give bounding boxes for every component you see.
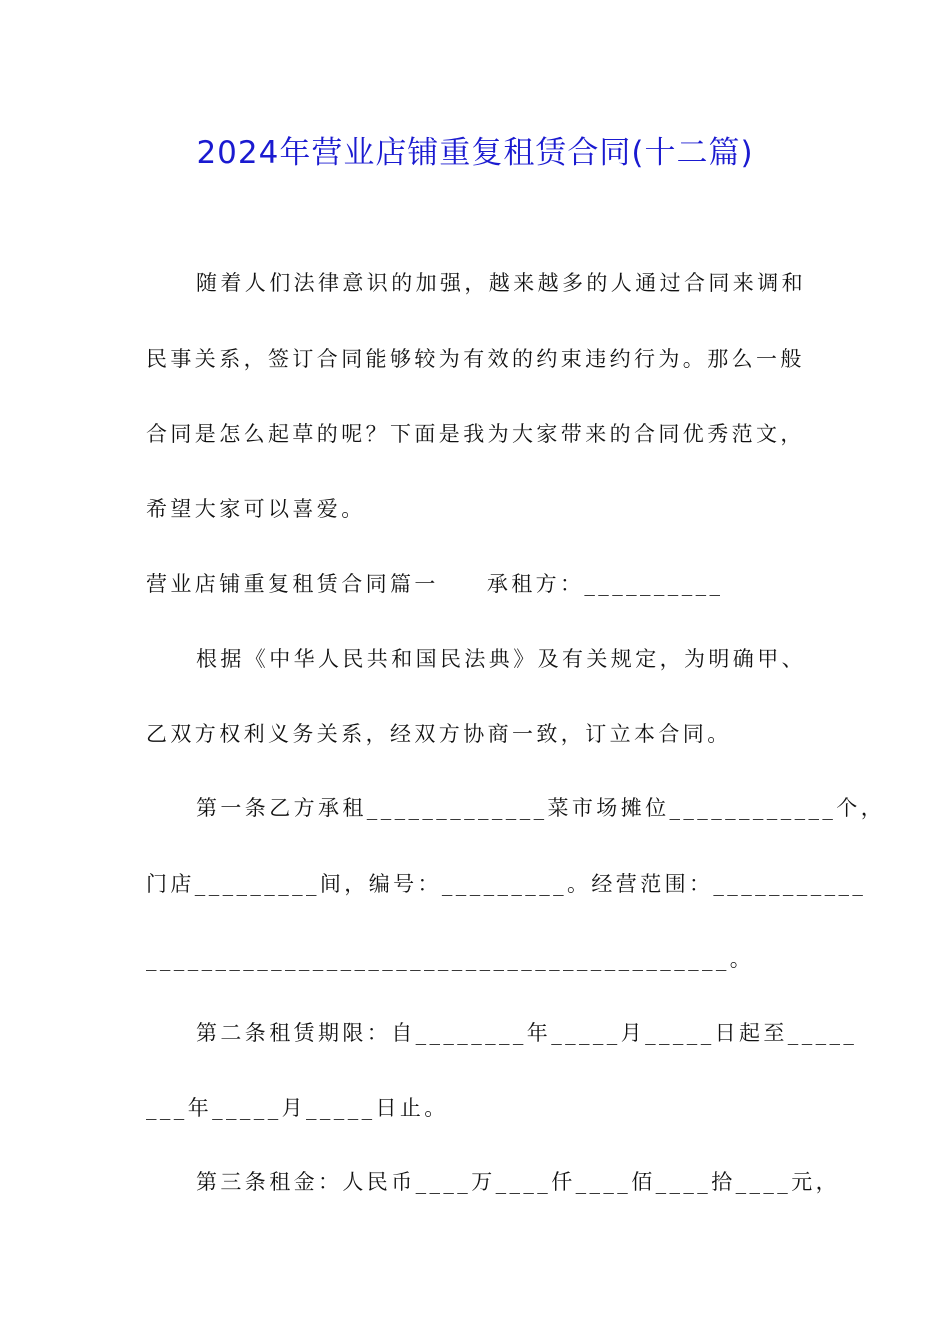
- article-line: __________________________________________。: [146, 947, 755, 971]
- article-line: 门店_________间，编号：_________。经营范围：___________: [146, 872, 867, 896]
- document-title: 2024年营业店铺重复租赁合同(十二篇): [196, 135, 754, 171]
- paragraph-line: 根据《中华人民共和国民法典》及有关规定，为明确甲、: [196, 647, 806, 671]
- article-line: 第三条租金：人民币____万____仟____佰____拾____元，: [196, 1170, 840, 1194]
- paragraph-line: 合同是怎么起草的呢？下面是我为大家带来的合同优秀范文，: [146, 422, 805, 446]
- paragraph-line: 民事关系，签订合同能够较为有效的约束违约行为。那么一般: [146, 347, 805, 371]
- section-heading: 营业店铺重复租赁合同篇一: [146, 572, 439, 596]
- paragraph-line: 希望大家可以喜爱。: [146, 497, 366, 521]
- paragraph-line: 乙双方权利义务关系，经双方协商一致，订立本合同。: [146, 722, 732, 746]
- section-line: [146, 569, 723, 599]
- paragraph-line: 随着人们法律意识的加强，越来越多的人通过合同来调和: [196, 271, 806, 295]
- article-line: 第一条乙方承租_____________菜市场摊位____________个，: [196, 796, 886, 820]
- lessee-field: 承租方：__________: [486, 572, 724, 596]
- article-line: 第二条租赁期限：自________年_____月_____日起至_____: [196, 1021, 858, 1045]
- article-line: ___年_____月_____日止。: [146, 1096, 449, 1120]
